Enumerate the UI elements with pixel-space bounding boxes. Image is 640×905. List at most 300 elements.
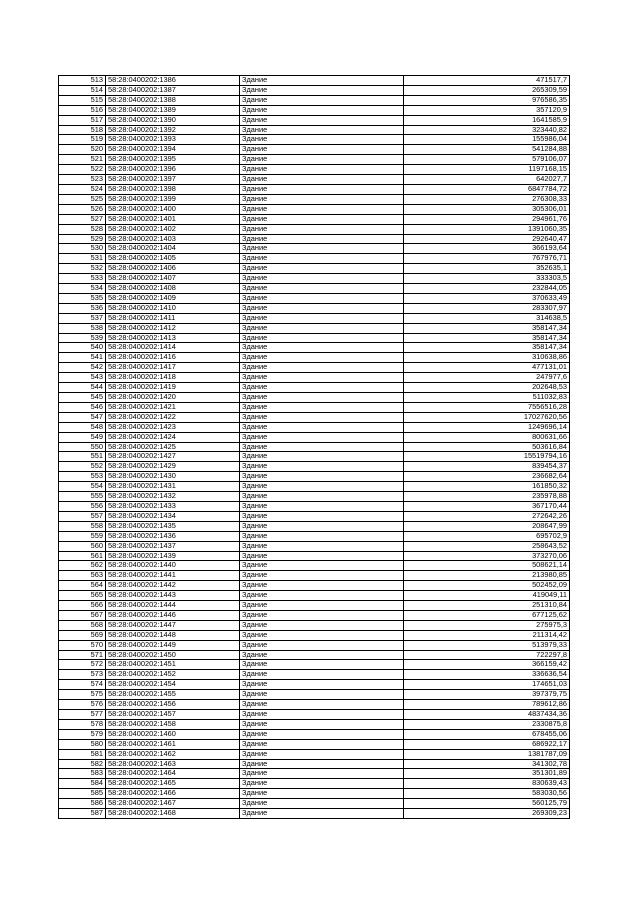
row-number-cell: 536 [59, 303, 106, 313]
cadastral-value-cell: 419049,11 [404, 591, 570, 601]
object-type-cell: Здание [240, 194, 404, 204]
table-row [59, 264, 570, 274]
row-number-cell: 576 [59, 700, 106, 710]
cadastral-value-cell: 397379,75 [404, 690, 570, 700]
table-row [59, 511, 570, 521]
row-number-cell: 528 [59, 224, 106, 234]
table-row [59, 194, 570, 204]
row-number-cell: 532 [59, 264, 106, 274]
row-number-cell: 533 [59, 274, 106, 284]
table-row [59, 660, 570, 670]
cadastral-value-cell: 767976,71 [404, 254, 570, 264]
table-row [59, 244, 570, 254]
object-type-cell: Здание [240, 749, 404, 759]
cadastral-value-cell: 265309,59 [404, 85, 570, 95]
row-number-cell: 578 [59, 719, 106, 729]
row-number-cell: 540 [59, 343, 106, 353]
cadastral-number-cell: 58:28:0400202:1446 [106, 610, 240, 620]
row-number-cell: 585 [59, 789, 106, 799]
cadastral-value-cell: 341302,78 [404, 759, 570, 769]
table-row [59, 175, 570, 185]
table-row [59, 165, 570, 175]
cadastral-number-cell: 58:28:0400202:1444 [106, 601, 240, 611]
cadastral-number-cell: 58:28:0400202:1450 [106, 650, 240, 660]
cadastral-number-cell: 58:28:0400202:1388 [106, 95, 240, 105]
cadastral-number-cell: 58:28:0400202:1440 [106, 561, 240, 571]
row-number-cell: 587 [59, 809, 106, 819]
cadastral-value-cell: 366159,42 [404, 660, 570, 670]
row-number-cell: 522 [59, 165, 106, 175]
cadastral-number-cell: 58:28:0400202:1429 [106, 462, 240, 472]
cadastral-number-cell: 58:28:0400202:1465 [106, 779, 240, 789]
cadastral-number-cell: 58:28:0400202:1422 [106, 412, 240, 422]
row-number-cell: 553 [59, 472, 106, 482]
object-type-cell: Здание [240, 145, 404, 155]
row-number-cell: 549 [59, 432, 106, 442]
row-number-cell: 579 [59, 729, 106, 739]
table-row [59, 620, 570, 630]
object-type-cell: Здание [240, 492, 404, 502]
table-row [59, 472, 570, 482]
object-type-cell: Здание [240, 660, 404, 670]
table-row [59, 809, 570, 819]
row-number-cell: 520 [59, 145, 106, 155]
cadastral-number-cell: 58:28:0400202:1433 [106, 501, 240, 511]
table-row [59, 184, 570, 194]
cadastral-number-cell: 58:28:0400202:1464 [106, 769, 240, 779]
cadastral-number-cell: 58:28:0400202:1424 [106, 432, 240, 442]
table-row [59, 729, 570, 739]
cadastral-value-cell: 471517,7 [404, 76, 570, 86]
table-row [59, 95, 570, 105]
table-row [59, 739, 570, 749]
table-row [59, 492, 570, 502]
cadastral-value-cell: 1249696,14 [404, 422, 570, 432]
table-row [59, 373, 570, 383]
object-type-cell: Здание [240, 809, 404, 819]
cadastral-value-cell: 208647,99 [404, 521, 570, 531]
row-number-cell: 573 [59, 670, 106, 680]
cadastral-value-table [58, 75, 570, 819]
row-number-cell: 518 [59, 125, 106, 135]
table-row [59, 521, 570, 531]
object-type-cell: Здание [240, 739, 404, 749]
table-row [59, 650, 570, 660]
table-row [59, 333, 570, 343]
row-number-cell: 562 [59, 561, 106, 571]
object-type-cell: Здание [240, 313, 404, 323]
object-type-cell: Здание [240, 650, 404, 660]
cadastral-number-cell: 58:28:0400202:1397 [106, 175, 240, 185]
table-row [59, 581, 570, 591]
object-type-cell: Здание [240, 224, 404, 234]
cadastral-number-cell: 58:28:0400202:1407 [106, 274, 240, 284]
row-number-cell: 521 [59, 155, 106, 165]
row-number-cell: 544 [59, 383, 106, 393]
row-number-cell: 529 [59, 234, 106, 244]
table-row [59, 412, 570, 422]
cadastral-number-cell: 58:28:0400202:1451 [106, 660, 240, 670]
table-row [59, 343, 570, 353]
object-type-cell: Здание [240, 125, 404, 135]
object-type-cell: Здание [240, 234, 404, 244]
cadastral-value-cell: 174651,03 [404, 680, 570, 690]
cadastral-number-cell: 58:28:0400202:1448 [106, 630, 240, 640]
table-row [59, 769, 570, 779]
cadastral-number-cell: 58:28:0400202:1392 [106, 125, 240, 135]
table-row [59, 601, 570, 611]
table-row [59, 670, 570, 680]
object-type-cell: Здание [240, 571, 404, 581]
cadastral-number-cell: 58:28:0400202:1401 [106, 214, 240, 224]
table-row [59, 749, 570, 759]
cadastral-value-cell: 352635,1 [404, 264, 570, 274]
cadastral-number-cell: 58:28:0400202:1434 [106, 511, 240, 521]
object-type-cell: Здание [240, 303, 404, 313]
cadastral-number-cell: 58:28:0400202:1435 [106, 521, 240, 531]
cadastral-value-cell: 2330875,8 [404, 719, 570, 729]
cadastral-number-cell: 58:28:0400202:1414 [106, 343, 240, 353]
table-row [59, 85, 570, 95]
object-type-cell: Здание [240, 601, 404, 611]
cadastral-value-cell: 357120,9 [404, 105, 570, 115]
table-row [59, 393, 570, 403]
table-row [59, 531, 570, 541]
cadastral-value-cell: 560125,79 [404, 799, 570, 809]
row-number-cell: 558 [59, 521, 106, 531]
object-type-cell: Здание [240, 561, 404, 571]
object-type-cell: Здание [240, 383, 404, 393]
cadastral-value-cell: 269309,23 [404, 809, 570, 819]
cadastral-number-cell: 58:28:0400202:1404 [106, 244, 240, 254]
table-row [59, 759, 570, 769]
object-type-cell: Здание [240, 541, 404, 551]
row-number-cell: 568 [59, 620, 106, 630]
row-number-cell: 550 [59, 442, 106, 452]
table-row [59, 779, 570, 789]
table-row [59, 204, 570, 214]
table-row [59, 719, 570, 729]
row-number-cell: 541 [59, 353, 106, 363]
row-number-cell: 560 [59, 541, 106, 551]
row-number-cell: 539 [59, 333, 106, 343]
object-type-cell: Здание [240, 373, 404, 383]
cadastral-value-cell: 367170,44 [404, 501, 570, 511]
table-row [59, 293, 570, 303]
object-type-cell: Здание [240, 135, 404, 145]
row-number-cell: 577 [59, 710, 106, 720]
row-number-cell: 548 [59, 422, 106, 432]
cadastral-value-cell: 695702,9 [404, 531, 570, 541]
cadastral-number-cell: 58:28:0400202:1427 [106, 452, 240, 462]
cadastral-number-cell: 58:28:0400202:1462 [106, 749, 240, 759]
object-type-cell: Здание [240, 482, 404, 492]
cadastral-value-cell: 370633,49 [404, 293, 570, 303]
object-type-cell: Здание [240, 393, 404, 403]
cadastral-value-cell: 283307,97 [404, 303, 570, 313]
object-type-cell: Здание [240, 412, 404, 422]
object-type-cell: Здание [240, 710, 404, 720]
cadastral-value-cell: 314638,5 [404, 313, 570, 323]
row-number-cell: 545 [59, 393, 106, 403]
cadastral-value-cell: 294961,76 [404, 214, 570, 224]
object-type-cell: Здание [240, 472, 404, 482]
object-type-cell: Здание [240, 353, 404, 363]
cadastral-value-cell: 272642,26 [404, 511, 570, 521]
table-row [59, 224, 570, 234]
object-type-cell: Здание [240, 214, 404, 224]
cadastral-value-cell: 336636,54 [404, 670, 570, 680]
object-type-cell: Здание [240, 333, 404, 343]
cadastral-number-cell: 58:28:0400202:1410 [106, 303, 240, 313]
cadastral-value-cell: 15519794,16 [404, 452, 570, 462]
cadastral-value-cell: 275975,3 [404, 620, 570, 630]
row-number-cell: 581 [59, 749, 106, 759]
cadastral-number-cell: 58:28:0400202:1442 [106, 581, 240, 591]
cadastral-number-cell: 58:28:0400202:1466 [106, 789, 240, 799]
row-number-cell: 543 [59, 373, 106, 383]
cadastral-value-cell: 6847784,72 [404, 184, 570, 194]
table-row [59, 640, 570, 650]
table-row [59, 363, 570, 373]
cadastral-number-cell: 58:28:0400202:1460 [106, 729, 240, 739]
table-row [59, 323, 570, 333]
object-type-cell: Здание [240, 551, 404, 561]
cadastral-number-cell: 58:28:0400202:1457 [106, 710, 240, 720]
object-type-cell: Здание [240, 501, 404, 511]
cadastral-value-cell: 323440,82 [404, 125, 570, 135]
cadastral-value-cell: 976586,35 [404, 95, 570, 105]
object-type-cell: Здание [240, 680, 404, 690]
cadastral-number-cell: 58:28:0400202:1412 [106, 323, 240, 333]
row-number-cell: 513 [59, 76, 106, 86]
cadastral-value-cell: 541284,88 [404, 145, 570, 155]
row-number-cell: 542 [59, 363, 106, 373]
cadastral-number-cell: 58:28:0400202:1389 [106, 105, 240, 115]
object-type-cell: Здание [240, 620, 404, 630]
table-row [59, 155, 570, 165]
row-number-cell: 557 [59, 511, 106, 521]
cadastral-number-cell: 58:28:0400202:1420 [106, 393, 240, 403]
cadastral-value-cell: 800631,66 [404, 432, 570, 442]
object-type-cell: Здание [240, 204, 404, 214]
object-type-cell: Здание [240, 254, 404, 264]
table-row [59, 710, 570, 720]
row-number-cell: 575 [59, 690, 106, 700]
row-number-cell: 586 [59, 799, 106, 809]
row-number-cell: 523 [59, 175, 106, 185]
row-number-cell: 584 [59, 779, 106, 789]
cadastral-value-cell: 358147,34 [404, 323, 570, 333]
cadastral-value-cell: 351301,89 [404, 769, 570, 779]
row-number-cell: 516 [59, 105, 106, 115]
table-row [59, 105, 570, 115]
row-number-cell: 569 [59, 630, 106, 640]
row-number-cell: 535 [59, 293, 106, 303]
object-type-cell: Здание [240, 521, 404, 531]
row-number-cell: 534 [59, 284, 106, 294]
table-row [59, 462, 570, 472]
cadastral-number-cell: 58:28:0400202:1387 [106, 85, 240, 95]
cadastral-value-cell: 722297,8 [404, 650, 570, 660]
table-row [59, 501, 570, 511]
object-type-cell: Здание [240, 769, 404, 779]
row-number-cell: 563 [59, 571, 106, 581]
cadastral-value-cell: 211314,42 [404, 630, 570, 640]
object-type-cell: Здание [240, 155, 404, 165]
object-type-cell: Здание [240, 432, 404, 442]
object-type-cell: Здание [240, 284, 404, 294]
row-number-cell: 580 [59, 739, 106, 749]
row-number-cell: 537 [59, 313, 106, 323]
cadastral-number-cell: 58:28:0400202:1419 [106, 383, 240, 393]
object-type-cell: Здание [240, 323, 404, 333]
object-type-cell: Здание [240, 363, 404, 373]
cadastral-number-cell: 58:28:0400202:1413 [106, 333, 240, 343]
object-type-cell: Здание [240, 511, 404, 521]
object-type-cell: Здание [240, 531, 404, 541]
cadastral-number-cell: 58:28:0400202:1437 [106, 541, 240, 551]
cadastral-value-cell: 502452,09 [404, 581, 570, 591]
table-row [59, 303, 570, 313]
cadastral-value-cell: 232844,05 [404, 284, 570, 294]
cadastral-number-cell: 58:28:0400202:1425 [106, 442, 240, 452]
object-type-cell: Здание [240, 175, 404, 185]
object-type-cell: Здание [240, 759, 404, 769]
object-type-cell: Здание [240, 700, 404, 710]
row-number-cell: 556 [59, 501, 106, 511]
cadastral-value-cell: 7556516,28 [404, 402, 570, 412]
cadastral-value-cell: 276308,33 [404, 194, 570, 204]
table-body [59, 76, 570, 819]
cadastral-number-cell: 58:28:0400202:1449 [106, 640, 240, 650]
row-number-cell: 583 [59, 769, 106, 779]
cadastral-value-cell: 292640,47 [404, 234, 570, 244]
cadastral-number-cell: 58:28:0400202:1402 [106, 224, 240, 234]
cadastral-number-cell: 58:28:0400202:1418 [106, 373, 240, 383]
cadastral-value-cell: 511032,83 [404, 393, 570, 403]
table-row [59, 402, 570, 412]
row-number-cell: 566 [59, 601, 106, 611]
cadastral-number-cell: 58:28:0400202:1436 [106, 531, 240, 541]
cadastral-number-cell: 58:28:0400202:1467 [106, 799, 240, 809]
cadastral-value-cell: 161850,32 [404, 482, 570, 492]
object-type-cell: Здание [240, 402, 404, 412]
object-type-cell: Здание [240, 105, 404, 115]
cadastral-number-cell: 58:28:0400202:1403 [106, 234, 240, 244]
cadastral-number-cell: 58:28:0400202:1416 [106, 353, 240, 363]
row-number-cell: 559 [59, 531, 106, 541]
cadastral-number-cell: 58:28:0400202:1409 [106, 293, 240, 303]
cadastral-value-cell: 4837434,36 [404, 710, 570, 720]
cadastral-value-cell: 373270,06 [404, 551, 570, 561]
row-number-cell: 552 [59, 462, 106, 472]
table-row [59, 383, 570, 393]
cadastral-number-cell: 58:28:0400202:1455 [106, 690, 240, 700]
table-row [59, 551, 570, 561]
object-type-cell: Здание [240, 184, 404, 194]
object-type-cell: Здание [240, 343, 404, 353]
cadastral-value-cell: 579106,07 [404, 155, 570, 165]
cadastral-value-cell: 17027620,56 [404, 412, 570, 422]
object-type-cell: Здание [240, 244, 404, 254]
cadastral-number-cell: 58:28:0400202:1432 [106, 492, 240, 502]
row-number-cell: 514 [59, 85, 106, 95]
row-number-cell: 582 [59, 759, 106, 769]
table-row [59, 700, 570, 710]
cadastral-value-cell: 366193,64 [404, 244, 570, 254]
object-type-cell: Здание [240, 640, 404, 650]
cadastral-value-cell: 213980,85 [404, 571, 570, 581]
row-number-cell: 561 [59, 551, 106, 561]
object-type-cell: Здание [240, 462, 404, 472]
cadastral-number-cell: 58:28:0400202:1421 [106, 402, 240, 412]
cadastral-number-cell: 58:28:0400202:1386 [106, 76, 240, 86]
cadastral-number-cell: 58:28:0400202:1417 [106, 363, 240, 373]
object-type-cell: Здание [240, 799, 404, 809]
cadastral-number-cell: 58:28:0400202:1411 [106, 313, 240, 323]
cadastral-number-cell: 58:28:0400202:1441 [106, 571, 240, 581]
cadastral-value-cell: 305306,01 [404, 204, 570, 214]
cadastral-value-cell: 202648,53 [404, 383, 570, 393]
object-type-cell: Здание [240, 591, 404, 601]
cadastral-value-cell: 1391060,35 [404, 224, 570, 234]
row-number-cell: 526 [59, 204, 106, 214]
object-type-cell: Здание [240, 115, 404, 125]
object-type-cell: Здание [240, 95, 404, 105]
cadastral-number-cell: 58:28:0400202:1406 [106, 264, 240, 274]
table-row [59, 422, 570, 432]
table-row [59, 690, 570, 700]
row-number-cell: 570 [59, 640, 106, 650]
object-type-cell: Здание [240, 630, 404, 640]
table-row [59, 541, 570, 551]
cadastral-value-cell: 251310,84 [404, 601, 570, 611]
cadastral-number-cell: 58:28:0400202:1452 [106, 670, 240, 680]
cadastral-number-cell: 58:28:0400202:1468 [106, 809, 240, 819]
table-row [59, 214, 570, 224]
row-number-cell: 515 [59, 95, 106, 105]
cadastral-value-cell: 258643,52 [404, 541, 570, 551]
object-type-cell: Здание [240, 779, 404, 789]
object-type-cell: Здание [240, 264, 404, 274]
cadastral-number-cell: 58:28:0400202:1395 [106, 155, 240, 165]
row-number-cell: 571 [59, 650, 106, 660]
cadastral-value-cell: 358147,34 [404, 333, 570, 343]
table-row [59, 442, 570, 452]
row-number-cell: 547 [59, 412, 106, 422]
table-row [59, 135, 570, 145]
table-row [59, 482, 570, 492]
cadastral-value-cell: 677125,62 [404, 610, 570, 620]
cadastral-number-cell: 58:28:0400202:1439 [106, 551, 240, 561]
object-type-cell: Здание [240, 719, 404, 729]
row-number-cell: 565 [59, 591, 106, 601]
table-row [59, 353, 570, 363]
cadastral-number-cell: 58:28:0400202:1393 [106, 135, 240, 145]
cadastral-value-cell: 839454,37 [404, 462, 570, 472]
cadastral-value-cell: 503616,84 [404, 442, 570, 452]
cadastral-number-cell: 58:28:0400202:1396 [106, 165, 240, 175]
cadastral-number-cell: 58:28:0400202:1423 [106, 422, 240, 432]
cadastral-value-cell: 247977,6 [404, 373, 570, 383]
cadastral-number-cell: 58:28:0400202:1456 [106, 700, 240, 710]
cadastral-value-cell: 310638,86 [404, 353, 570, 363]
row-number-cell: 519 [59, 135, 106, 145]
table-row [59, 432, 570, 442]
row-number-cell: 531 [59, 254, 106, 264]
table-row [59, 452, 570, 462]
